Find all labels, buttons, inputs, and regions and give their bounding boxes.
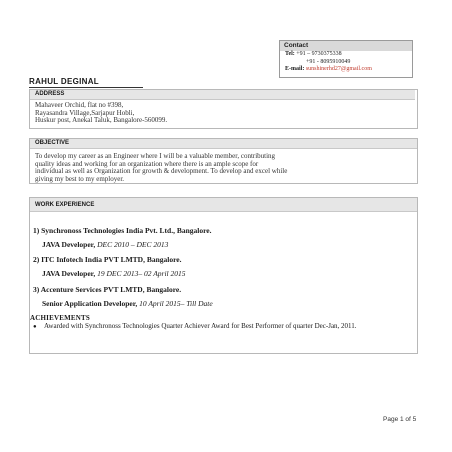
email-link[interactable]: sunshinerhd27@gmail.com [305, 66, 372, 72]
objective-section [29, 138, 418, 184]
phone-2: +91 - 8095910049 [306, 58, 351, 65]
objective-line: individual as well as Organization for growth & development. To develop and excel while [35, 167, 288, 176]
work-heading: WORK EXPERIENCE [30, 198, 417, 212]
role-period-3: 10 April 2015– Till Date [139, 299, 213, 308]
address-section [29, 89, 418, 129]
role-title-2: JAVA Developer, [42, 269, 96, 278]
objective-line: To develop my career as an Engineer where I will be a valuable member, contributing [35, 152, 276, 160]
company-1: 1) Synchronoss Technologies India Pvt. Ltd., Bangalore. [33, 226, 212, 235]
tel-label: Tel: [285, 51, 295, 57]
company-2: 2) ITC Infotech India PVT LMTD, Bangalore. [33, 255, 182, 264]
contact-phone-1 [280, 51, 412, 59]
role-3 [42, 299, 213, 308]
contact-email [280, 66, 412, 74]
candidate-name: RAHUL DEGINAL [29, 77, 99, 86]
phone-1: +91 – 9730375338 [296, 51, 342, 57]
page-number: Page 1 of 5 [383, 416, 417, 423]
contact-heading: Contact [280, 41, 412, 51]
address-line: Rayasandra Village,Sarjapur Hobli, [35, 108, 135, 117]
objective-heading: OBJECTIVE [30, 139, 417, 149]
achievement-item: Awarded with Synchronoss Technologies Quarter Achiever Award for Best Performer of quarter Dec-Jan, 2011. [44, 322, 357, 330]
role-1 [42, 240, 168, 249]
email-label: E-mail: [285, 66, 305, 72]
role-title-1: JAVA Developer, [42, 240, 96, 249]
bullet-icon: ● [33, 324, 37, 330]
address-line: Mahaveer Orchid, flat no #398, [35, 101, 124, 109]
achievements-heading: ACHIEVEMENTS [30, 314, 90, 322]
contact-phone-2 [280, 59, 412, 67]
contact-box [279, 40, 413, 78]
objective-line: quality ideas and working for an organization where there is an ample scope for [35, 159, 259, 168]
role-period-1: DEC 2010 – DEC 2013 [97, 240, 169, 249]
address-line: Huskur post, Anekal Taluk, Bangalore-560099. [35, 116, 168, 125]
name-underline [29, 87, 143, 88]
role-2 [42, 269, 186, 278]
company-3: 3) Accenture Services PVT LMTD, Bangalore. [33, 285, 182, 294]
role-title-3: Senior Application Developer, [42, 299, 138, 308]
role-period-2: 19 DEC 2013– 02 April 2015 [97, 269, 186, 278]
address-heading: ADDRESS [30, 90, 415, 100]
objective-line: giving my best to my employer. [35, 174, 125, 183]
